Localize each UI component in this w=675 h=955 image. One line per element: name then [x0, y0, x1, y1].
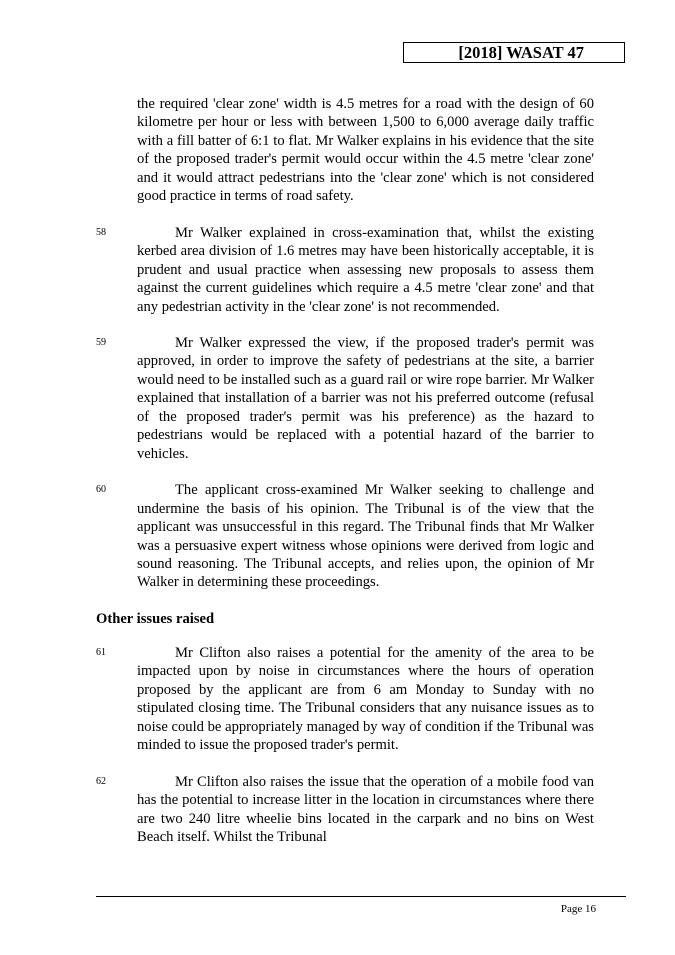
paragraph-continued — [137, 95, 594, 206]
section-heading: Other issues raised — [96, 610, 215, 627]
paragraph-62 — [96, 773, 594, 847]
paragraph-text: Mr Walker expressed the view, if the proposed trader's permit was approved, in order to improve the safety of pedestrians at the site, a barrier would need to be installed such as a guard rail or wire rope barrier. Mr Walker explained that installation of a barrier was not his preferred outcome (refusal of the proposed trader's permit was his preference) as the hazard to pedestrians would be replaced with a potential hazard of the barrier to vehicles. — [137, 334, 594, 462]
paragraph-number: 61 — [96, 646, 106, 658]
citation-text: [2018] WASAT 47 — [458, 43, 584, 62]
paragraph-number: 60 — [96, 484, 106, 496]
paragraph-59 — [96, 334, 594, 463]
paragraph-58 — [96, 224, 594, 316]
paragraph-60 — [96, 481, 594, 592]
footer-divider — [96, 896, 626, 897]
paragraph-text: Mr Walker explained in cross-examination that, whilst the existing kerbed area division of 1.6 metres may have been historically acceptable, it is prudent and usual practice when assessing new proposals to assess them against the current guidelines which require a 4.5 metre 'clear zone' and that any pedestrian activity in the 'clear zone' is not recommended. — [137, 224, 594, 315]
document-body — [0, 95, 675, 864]
paragraph-text: The applicant cross-examined Mr Walker seeking to challenge and undermine the basis of his opinion. The Tribunal is of the view that the applicant was unsuccessful in this regard. The Tribunal finds that Mr Walker was a persuasive expert witness whose opinions were derived from logic and sound reasoning. The Tribunal accepts, and relies upon, the opinion of Mr Walker in determining these proceedings. — [137, 482, 594, 591]
paragraph-text: the required 'clear zone' width is 4.5 metres for a road with the design of 60 kilometre per hour or less with between 1,500 to 6,000 average daily traffic with a fill batter of 6:1 to flat. Mr Walker explains in his evidence that the site of the proposed trader's permit would occur within the 4.5 metre 'clear zone' and it would attract pedestrians into the 'clear zone' which is not considered good practice in terms of road safety. — [137, 96, 594, 205]
paragraph-number: 58 — [96, 226, 106, 238]
paragraph-number: 59 — [96, 336, 106, 348]
paragraph-text: Mr Clifton also raises the issue that the operation of a mobile food van has the potential to increase litter in the location in circumstances where there are two 240 litre wheelie bins located in the carpark and no bins on West Beach itself. Whilst the Tribunal — [137, 773, 594, 845]
paragraph-61 — [96, 644, 594, 755]
page-number: Page 16 — [560, 903, 596, 915]
paragraph-text: Mr Clifton also raises a potential for the amenity of the area to be impacted upon by noise in circumstances where the hours of operation proposed by the applicant are from 6 am Monday to Sunday with no stipulated closing time. The Tribunal considers that any nuisance issues as to noise could be appropriately managed by way of condition if the Tribunal was minded to issue the proposed trader's permit. — [137, 644, 594, 754]
paragraph-number: 62 — [96, 775, 106, 787]
citation-box — [403, 42, 625, 63]
